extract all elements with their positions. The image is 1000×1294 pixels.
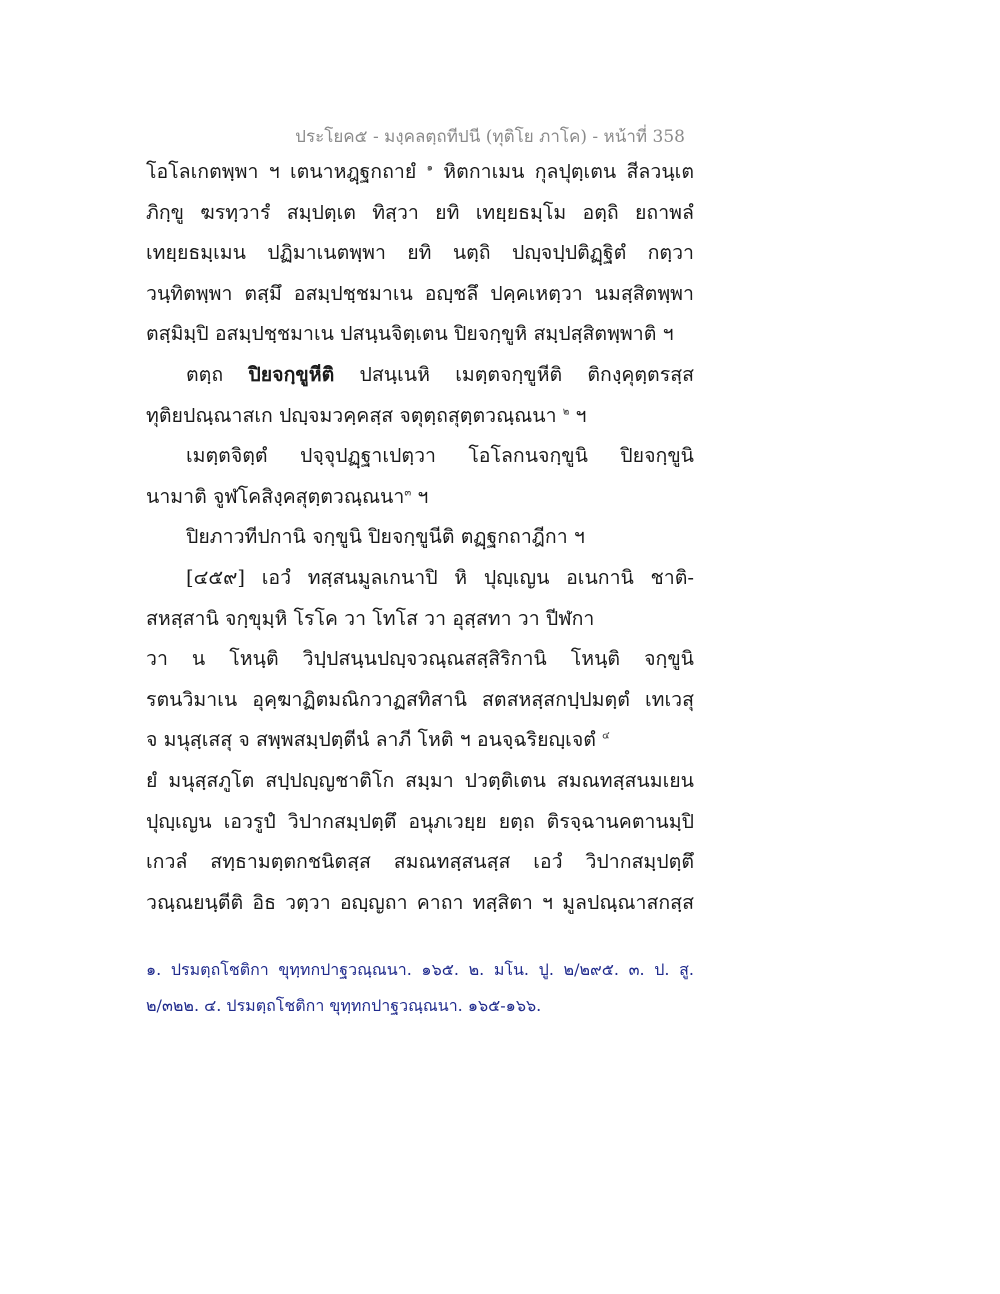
text-line: [146, 355, 694, 396]
text-run: ทุติยปณฺณาสเก ปญฺจมวคฺคสฺส จตุตฺถสุตฺตวณฺณนา: [146, 403, 563, 427]
text-run: เทยฺยธมฺเมน ปฏิมาเนตพฺพา ยทิ นตฺถิ ปญฺจปฺปติฏฺฐิตํ กตฺวา: [146, 241, 694, 265]
text-line: [146, 802, 694, 843]
text-line: [146, 639, 694, 680]
text-run: รตนวิมาเน อุคฺฆาฏิตมณิกวาฏสทิสานิ สตสหสฺสกปฺปมตฺตํ เทเวสุ: [146, 687, 694, 711]
text-run: ตตฺถ: [186, 362, 249, 386]
main-text: [146, 152, 694, 923]
page-header: ประโยค๕ - มงฺคลตฺถทีปนี (ทุติโย ภาโค) - หน้าที่ 358: [295, 127, 685, 147]
footnote-ref: ๔: [602, 730, 610, 742]
text-run: วนฺทิตพฺพา ตสฺมึ อสมฺปชฺชมาเน อญฺชลึ ปคฺคเหตฺวา นมสฺสิตพฺพา: [146, 281, 694, 305]
text-line: [146, 152, 694, 193]
text-line: [146, 680, 694, 721]
text-run: ตสฺมิมฺปิ อสมฺปชฺชมาเน ปสนฺนจิตฺเตน ปิยจกฺขูหิ สมฺปสฺสิตพฺพาติ ฯ: [146, 322, 674, 346]
text-line: [146, 720, 694, 761]
text-run: [๔๕๙] เอวํ ทสฺสนมูลเกนาปิ หิ ปุญฺเญน อเนกานิ ชาติ-: [186, 565, 694, 589]
text-line: [146, 761, 694, 802]
text-run: เกวลํ สทฺธามตฺตกชนิตสฺส สมณทสฺสนสฺส เอวํ วิปากสมฺปตฺตึ: [146, 850, 694, 874]
text-line: [146, 883, 694, 924]
text-run: จ มนุสฺเสสุ จ สพฺพสมฺปตฺตีนํ ลาภี โหติ ฯ อนจฺฉริยญฺเจตํ: [146, 728, 603, 752]
footnote-ref: ๑: [426, 162, 433, 174]
text-run: ปุญฺเญน เอวรูปํ วิปากสมฺปตฺตึ อนุภเวยฺย ยตฺถ ติรจฺฉานคตานมฺปิ: [146, 809, 694, 833]
text-line: [146, 396, 694, 437]
text-line: [146, 599, 694, 640]
text-line: [146, 314, 694, 355]
text-line: [146, 436, 694, 477]
text-line: [146, 477, 694, 518]
text-run: นามาติ จูฬโคสิงฺคสุตฺตวณฺณนา: [146, 484, 405, 508]
footnote-line: ๑. ปรมตฺถโชติกา ขุทฺทกปาฐวณฺณนา. ๑๖๕. ๒. มโน. ปู. ๒/๒๙๕. ๓. ป. สู.: [146, 960, 694, 979]
footnotes: [146, 952, 694, 1024]
text-line: [146, 842, 694, 883]
text-run: เมตฺตจิตฺตํ ปจฺจุปฏฺฐาเปตฺวา โอโลกนจกฺขูนิ ปิยจกฺขูนิ: [186, 444, 694, 468]
text-run: ยํ มนุสฺสภูโต สปฺปญฺญชาติโก สมฺมา ปวตฺติเตน สมณทสฺสนมเยน: [146, 768, 694, 792]
footnote-ref: ๓: [404, 487, 412, 499]
text-run: โอโลเกตพฺพา ฯ เตนาหฎฺฐกถายํ: [146, 160, 427, 183]
text-run: สหสฺสานิ จกฺขุมฺหิ โรโค วา โทโส วา อุสฺสทา วา ปีฬกา: [146, 606, 595, 630]
text-run: ฯ: [569, 403, 587, 427]
footnote-line: ๒/๓๒๒. ๔. ปรมตฺถโชติกา ขุทฺทกปาฐวณฺณนา. ๑๖๕-๑๖๖.: [146, 996, 542, 1015]
text-run: ภิกฺขู ฆรทฺวารํ สมฺปตฺเต ทิสฺวา ยทิ เทยฺยธมฺโม อตฺถิ ยถาพลํ: [146, 200, 694, 224]
text-run: ปสนฺเนหิ เมตฺตจกฺขูหีติ ติกงฺคุตฺตรสฺส: [334, 362, 694, 386]
footnote-ref: ๒: [562, 406, 570, 418]
text-run: วณฺณยนฺตีติ อิธ วตฺวา อญฺญถา คาถา ทสฺสิตา ฯ มูลปณฺณาสกสฺส: [146, 890, 694, 914]
text-line: [146, 193, 694, 234]
text-run: วา น โหนฺติ วิปฺปสนฺนปญฺจวณฺณสสฺสิริกานิ โหนฺติ จกฺขูนิ: [146, 647, 694, 671]
text-line: [146, 274, 694, 315]
text-line: [146, 233, 694, 274]
bold-term: ปิยจกฺขูหีติ: [248, 362, 335, 386]
text-run: หิตกาเมน กุลปุตฺเตน สีลวนฺเต: [432, 160, 694, 183]
text-line: [146, 558, 694, 599]
text-run: ปิยภาวทีปกานิ จกฺขูนิ ปิยจกฺขูนีติ ตฏฺฐกถาฎีกา ฯ: [186, 525, 585, 549]
text-line: [146, 517, 694, 558]
text-run: ฯ: [411, 484, 429, 508]
